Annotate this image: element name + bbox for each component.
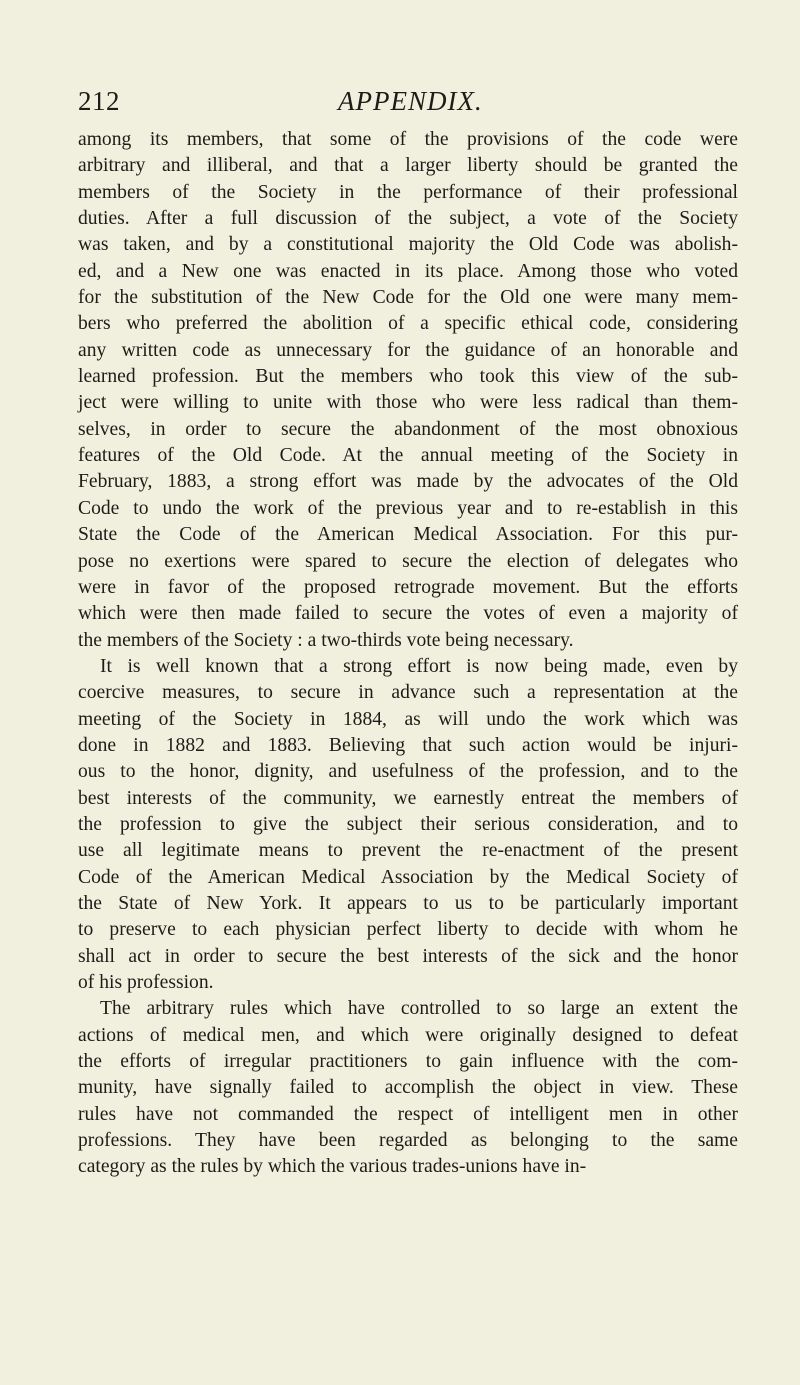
text-line: the State of New York. It appears to us to be particularly important xyxy=(78,892,738,914)
text-line: category as the rules by which the various trades-unions have in- xyxy=(78,1156,587,1178)
text-line: members of the Society in the performance of their professional xyxy=(78,181,738,203)
text-line: was taken, and by a constitutional majority the Old Code was abolish- xyxy=(78,234,738,256)
text-line: features of the Old Code. At the annual meeting of the Society in xyxy=(78,445,738,467)
text-line: meeting of the Society in 1884, as will undo the work which was xyxy=(78,708,738,730)
text-line: were in favor of the proposed retrograde movement. But the efforts xyxy=(78,576,738,598)
text-line: duties. After a full discussion of the subject, a vote of the Society xyxy=(78,208,738,230)
text-line: Code to undo the work of the previous year and to re-establish in this xyxy=(78,497,738,519)
text-line: arbitrary and illiberal, and that a larger liberty should be granted the xyxy=(78,155,738,177)
text-line: of his profession. xyxy=(78,972,214,993)
text-line: the profession to give the subject their serious consideration, and to xyxy=(78,813,738,835)
text-line: the members of the Society : a two-thirds vote being necessary. xyxy=(78,629,574,651)
text-line: use all legitimate means to prevent the re-enactment of the present xyxy=(78,840,738,862)
text-line: done in 1882 and 1883. Believing that such action would be injuri- xyxy=(78,734,738,756)
text-line: The arbitrary rules which have controlled to so large an extent the xyxy=(100,998,738,1020)
text-line: selves, in order to secure the abandonment of the most obnoxious xyxy=(78,418,738,440)
text-line: Code of the American Medical Association by the Medical Society of xyxy=(78,866,738,888)
text-line: February, 1883, a strong effort was made by the advocates of the Old xyxy=(78,471,738,493)
text-line: actions of medical men, and which were originally designed to defeat xyxy=(78,1024,738,1046)
running-head: APPENDIX. xyxy=(338,86,483,116)
text-line: best interests of the community, we earnestly entreat the members of xyxy=(78,787,738,809)
text-line: to preserve to each physician perfect liberty to decide with whom he xyxy=(78,919,738,941)
text-line: rules have not commanded the respect of intelligent men in other xyxy=(78,1103,738,1125)
text-line: ed, and a New one was enacted in its place. Among those who voted xyxy=(78,260,738,282)
text-line: among its members, that some of the provisions of the code were xyxy=(78,129,738,150)
text-line: professions. They have been regarded as belonging to the same xyxy=(78,1130,738,1152)
text-line: It is well known that a strong effort is now being made, even by xyxy=(100,655,738,677)
page-header xyxy=(78,84,738,118)
text-line: shall act in order to secure the best interests of the sick and the honor xyxy=(78,945,738,967)
text-line: pose no exertions were spared to secure the election of delegates who xyxy=(78,550,738,572)
text-line: bers who preferred the abolition of a specific ethical code, considering xyxy=(78,313,738,335)
page-number: 212 xyxy=(78,86,120,116)
text-line: any written code as unnecessary for the guidance of an honorable and xyxy=(78,339,738,361)
text-line: for the substitution of the New Code for the Old one were many mem- xyxy=(78,287,738,309)
text-line: learned profession. But the members who took this view of the sub- xyxy=(78,366,738,388)
text-line: the efforts of irregular practitioners to gain influence with the com- xyxy=(78,1051,738,1073)
text-line: coercive measures, to secure in advance such a representation at the xyxy=(78,682,738,704)
text-line: ous to the honor, dignity, and usefulness of the profession, and to the xyxy=(78,761,738,783)
text-line: ject were willing to unite with those who were less radical than them- xyxy=(78,392,738,414)
text-line: which were then made failed to secure the votes of even a majority of xyxy=(78,603,738,625)
body-text xyxy=(78,127,738,1181)
text-line: State the Code of the American Medical Association. For this pur- xyxy=(78,524,738,546)
text-line: munity, have signally failed to accomplish the object in view. These xyxy=(78,1077,738,1099)
